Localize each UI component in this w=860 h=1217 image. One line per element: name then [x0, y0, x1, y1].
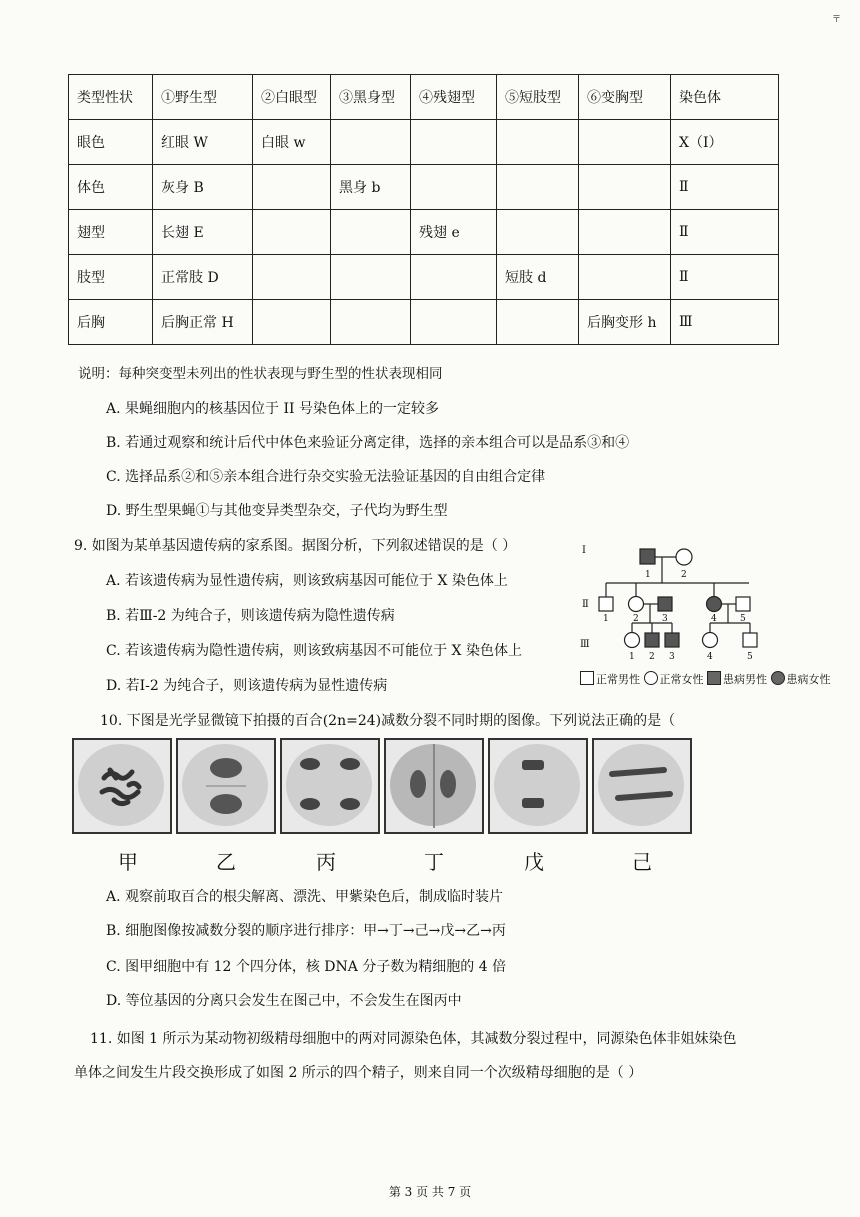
header-cell: ④残翅型 [411, 75, 497, 120]
pedigree-i2-normal-female [676, 549, 692, 565]
table-cell: 短肢 d [497, 255, 579, 300]
table-cell: Ⅱ [671, 210, 779, 255]
table-cell: 翅型 [69, 210, 153, 255]
table-row [69, 300, 779, 345]
table-cell [579, 120, 671, 165]
header-cell: ①野生型 [153, 75, 253, 120]
micrograph-jia [72, 738, 172, 834]
pedigree-ii4-affected-female [707, 597, 722, 612]
header-cell: ②白眼型 [253, 75, 331, 120]
header-cell: ③黑身型 [331, 75, 411, 120]
q8-option-d: D. 野生型果蝇①与其他变异类型杂交，子代均为野生型 [106, 503, 448, 519]
q10-option-b: B. 细胞图像按减数分裂的顺序进行排序：甲→丁→己→戊→乙→丙 [106, 923, 506, 939]
table-cell [411, 165, 497, 210]
table-cell [411, 300, 497, 345]
header-cell: 类型性状 [69, 75, 153, 120]
table-cell [497, 120, 579, 165]
table-cell: 长翅 E [153, 210, 253, 255]
header-cell: ⑤短肢型 [497, 75, 579, 120]
pedigree-ii3-affected-male [658, 597, 672, 611]
pedigree-iii1-normal-female [625, 633, 640, 648]
legend-label: 患病女性 [786, 673, 831, 686]
page-footer: 第 3 页 共 7 页 [388, 1185, 472, 1199]
pedigree-number: 2 [681, 570, 687, 580]
table-cell: 黑身 b [331, 165, 411, 210]
pedigree-number: 3 [662, 614, 668, 624]
table-row [69, 255, 779, 300]
table-cell: 红眼 W [153, 120, 253, 165]
pedigree-gen-label: Ⅱ [582, 599, 589, 610]
table-cell: 残翅 e [411, 210, 497, 255]
table-cell [331, 120, 411, 165]
header-cell: ⑥变胸型 [579, 75, 671, 120]
pedigree-number: 1 [603, 614, 609, 624]
stage-label-jia: 甲 [118, 850, 138, 874]
table-cell [253, 165, 331, 210]
header-cell: 染色体 [671, 75, 779, 120]
normal-male-symbol [580, 671, 594, 685]
table-cell [497, 210, 579, 255]
legend-label: 正常男性 [596, 673, 640, 686]
table-cell: 灰身 B [153, 165, 253, 210]
pedigree-iii5-normal-male [743, 633, 757, 647]
q8-option-c: C. 选择品系②和⑤亲本组合进行杂交实验无法验证基因的自由组合定律 [106, 469, 546, 485]
q8-option-a: A. 果蝇细胞内的核基因位于 II 号染色体上的一定较多 [106, 401, 439, 417]
table-cell: 后胸变形 h [579, 300, 671, 345]
pedigree-iii4-normal-female [703, 633, 718, 648]
affected-male-symbol [707, 671, 721, 685]
table-cell [331, 300, 411, 345]
table-cell: Ⅱ [671, 255, 779, 300]
pedigree-ii2-normal-female [629, 597, 644, 612]
pedigree-number: 3 [669, 652, 675, 662]
pedigree-ii1-normal-male [599, 597, 613, 611]
affected-female-symbol [771, 671, 785, 685]
normal-female-symbol [644, 671, 658, 685]
pedigree-number: 5 [740, 614, 746, 624]
q9-option-d: D. 若Ⅰ-2 为纯合子，则该遗传病为显性遗传病 [106, 678, 388, 694]
table-cell [497, 165, 579, 210]
table-cell: 肢型 [69, 255, 153, 300]
table-cell [253, 300, 331, 345]
micrograph-ji [592, 738, 692, 834]
trait-table [68, 74, 779, 345]
pedigree-legend [580, 671, 831, 687]
table-cell [579, 165, 671, 210]
q11-line-2: 单体之间发生片段交换形成了如图 2 所示的四个精子，则来自同一个次级精母细胞的是（ ） [74, 1065, 643, 1081]
table-row [69, 210, 779, 255]
stage-label-ding: 丁 [424, 850, 444, 874]
pedigree-ii5-normal-male [736, 597, 750, 611]
q9-stem: 9. 如图为某单基因遗传病的家系图。据图分析，下列叙述错误的是（ ） [74, 538, 517, 554]
pedigree-number: 1 [629, 652, 635, 662]
pedigree-diagram [574, 533, 844, 693]
corner-mark: 〒 [832, 15, 842, 25]
pedigree-gen-label: Ⅰ [582, 545, 586, 556]
micrograph-bing [280, 738, 380, 834]
table-cell: 正常肢 D [153, 255, 253, 300]
q10-option-a: A. 观察前取百合的根尖解离、漂洗、甲紫染色后，制成临时装片 [106, 889, 504, 905]
pedigree-iii2-affected-male [645, 633, 659, 647]
q9-option-a: A. 若该遗传病为显性遗传病，则该致病基因可能位于 X 染色体上 [106, 573, 508, 589]
q10-option-d: D. 等位基因的分离只会发生在图己中，不会发生在图丙中 [106, 993, 462, 1009]
micrograph-ding [384, 738, 484, 834]
pedigree-number: 4 [711, 614, 717, 624]
q8-option-b: B. 若通过观察和统计后代中体色来验证分离定律，选择的亲本组合可以是品系③和④ [106, 435, 630, 451]
stage-label-bing: 丙 [316, 850, 336, 874]
table-cell: 后胸正常 H [153, 300, 253, 345]
table-row [69, 165, 779, 210]
stage-label-yi: 乙 [216, 850, 236, 874]
pedigree-number: 2 [649, 652, 655, 662]
q9-option-c: C. 若该遗传病为隐性遗传病，则该致病基因不可能位于 X 染色体上 [106, 643, 522, 659]
q9-option-b: B. 若Ⅲ-2 为纯合子，则该遗传病为隐性遗传病 [106, 608, 395, 624]
table-cell: 体色 [69, 165, 153, 210]
stage-label-wu: 戊 [524, 850, 544, 874]
table-row [69, 120, 779, 165]
q10-stem: 10. 下图是光学显微镜下拍摄的百合(2n=24)减数分裂不同时期的图像。下列说法正确的是（ [100, 713, 676, 729]
stage-label-ji: 己 [632, 850, 652, 874]
pedigree-number: 4 [707, 652, 713, 662]
pedigree-number: 5 [747, 652, 753, 662]
table-cell: 眼色 [69, 120, 153, 165]
table-cell [253, 255, 331, 300]
legend-label: 正常女性 [659, 673, 704, 686]
table-note: 说明：每种突变型未列出的性状表现与野生型的性状表现相同 [78, 366, 443, 382]
table-cell [497, 300, 579, 345]
pedigree-iii3-affected-male [665, 633, 679, 647]
table-cell: 后胸 [69, 300, 153, 345]
table-cell [579, 210, 671, 255]
table-cell: Ⅲ [671, 300, 779, 345]
table-cell [411, 120, 497, 165]
pedigree-i1-affected-male [640, 549, 655, 564]
table-cell: Ⅱ [671, 165, 779, 210]
pedigree-gen-label: Ⅲ [580, 639, 590, 650]
table-cell [579, 255, 671, 300]
table-header-row [69, 75, 779, 120]
table-cell: X（Ⅰ） [671, 120, 779, 165]
table-cell: 白眼 w [253, 120, 331, 165]
q10-option-c: C. 图甲细胞中有 12 个四分体，核 DNA 分子数为精细胞的 4 倍 [106, 959, 507, 975]
table-cell [331, 210, 411, 255]
q11-line-1: 11. 如图 1 所示为某动物初级精母细胞中的两对同源染色体，其减数分裂过程中，同源染色体非姐妹染色 [90, 1031, 737, 1047]
legend-label: 患病男性 [723, 673, 767, 686]
micrograph-wu [488, 738, 588, 834]
table-cell [411, 255, 497, 300]
micrograph-yi [176, 738, 276, 834]
table-cell [331, 255, 411, 300]
pedigree-number: 1 [645, 570, 651, 580]
table-cell [253, 210, 331, 255]
pedigree-number: 2 [633, 614, 639, 624]
